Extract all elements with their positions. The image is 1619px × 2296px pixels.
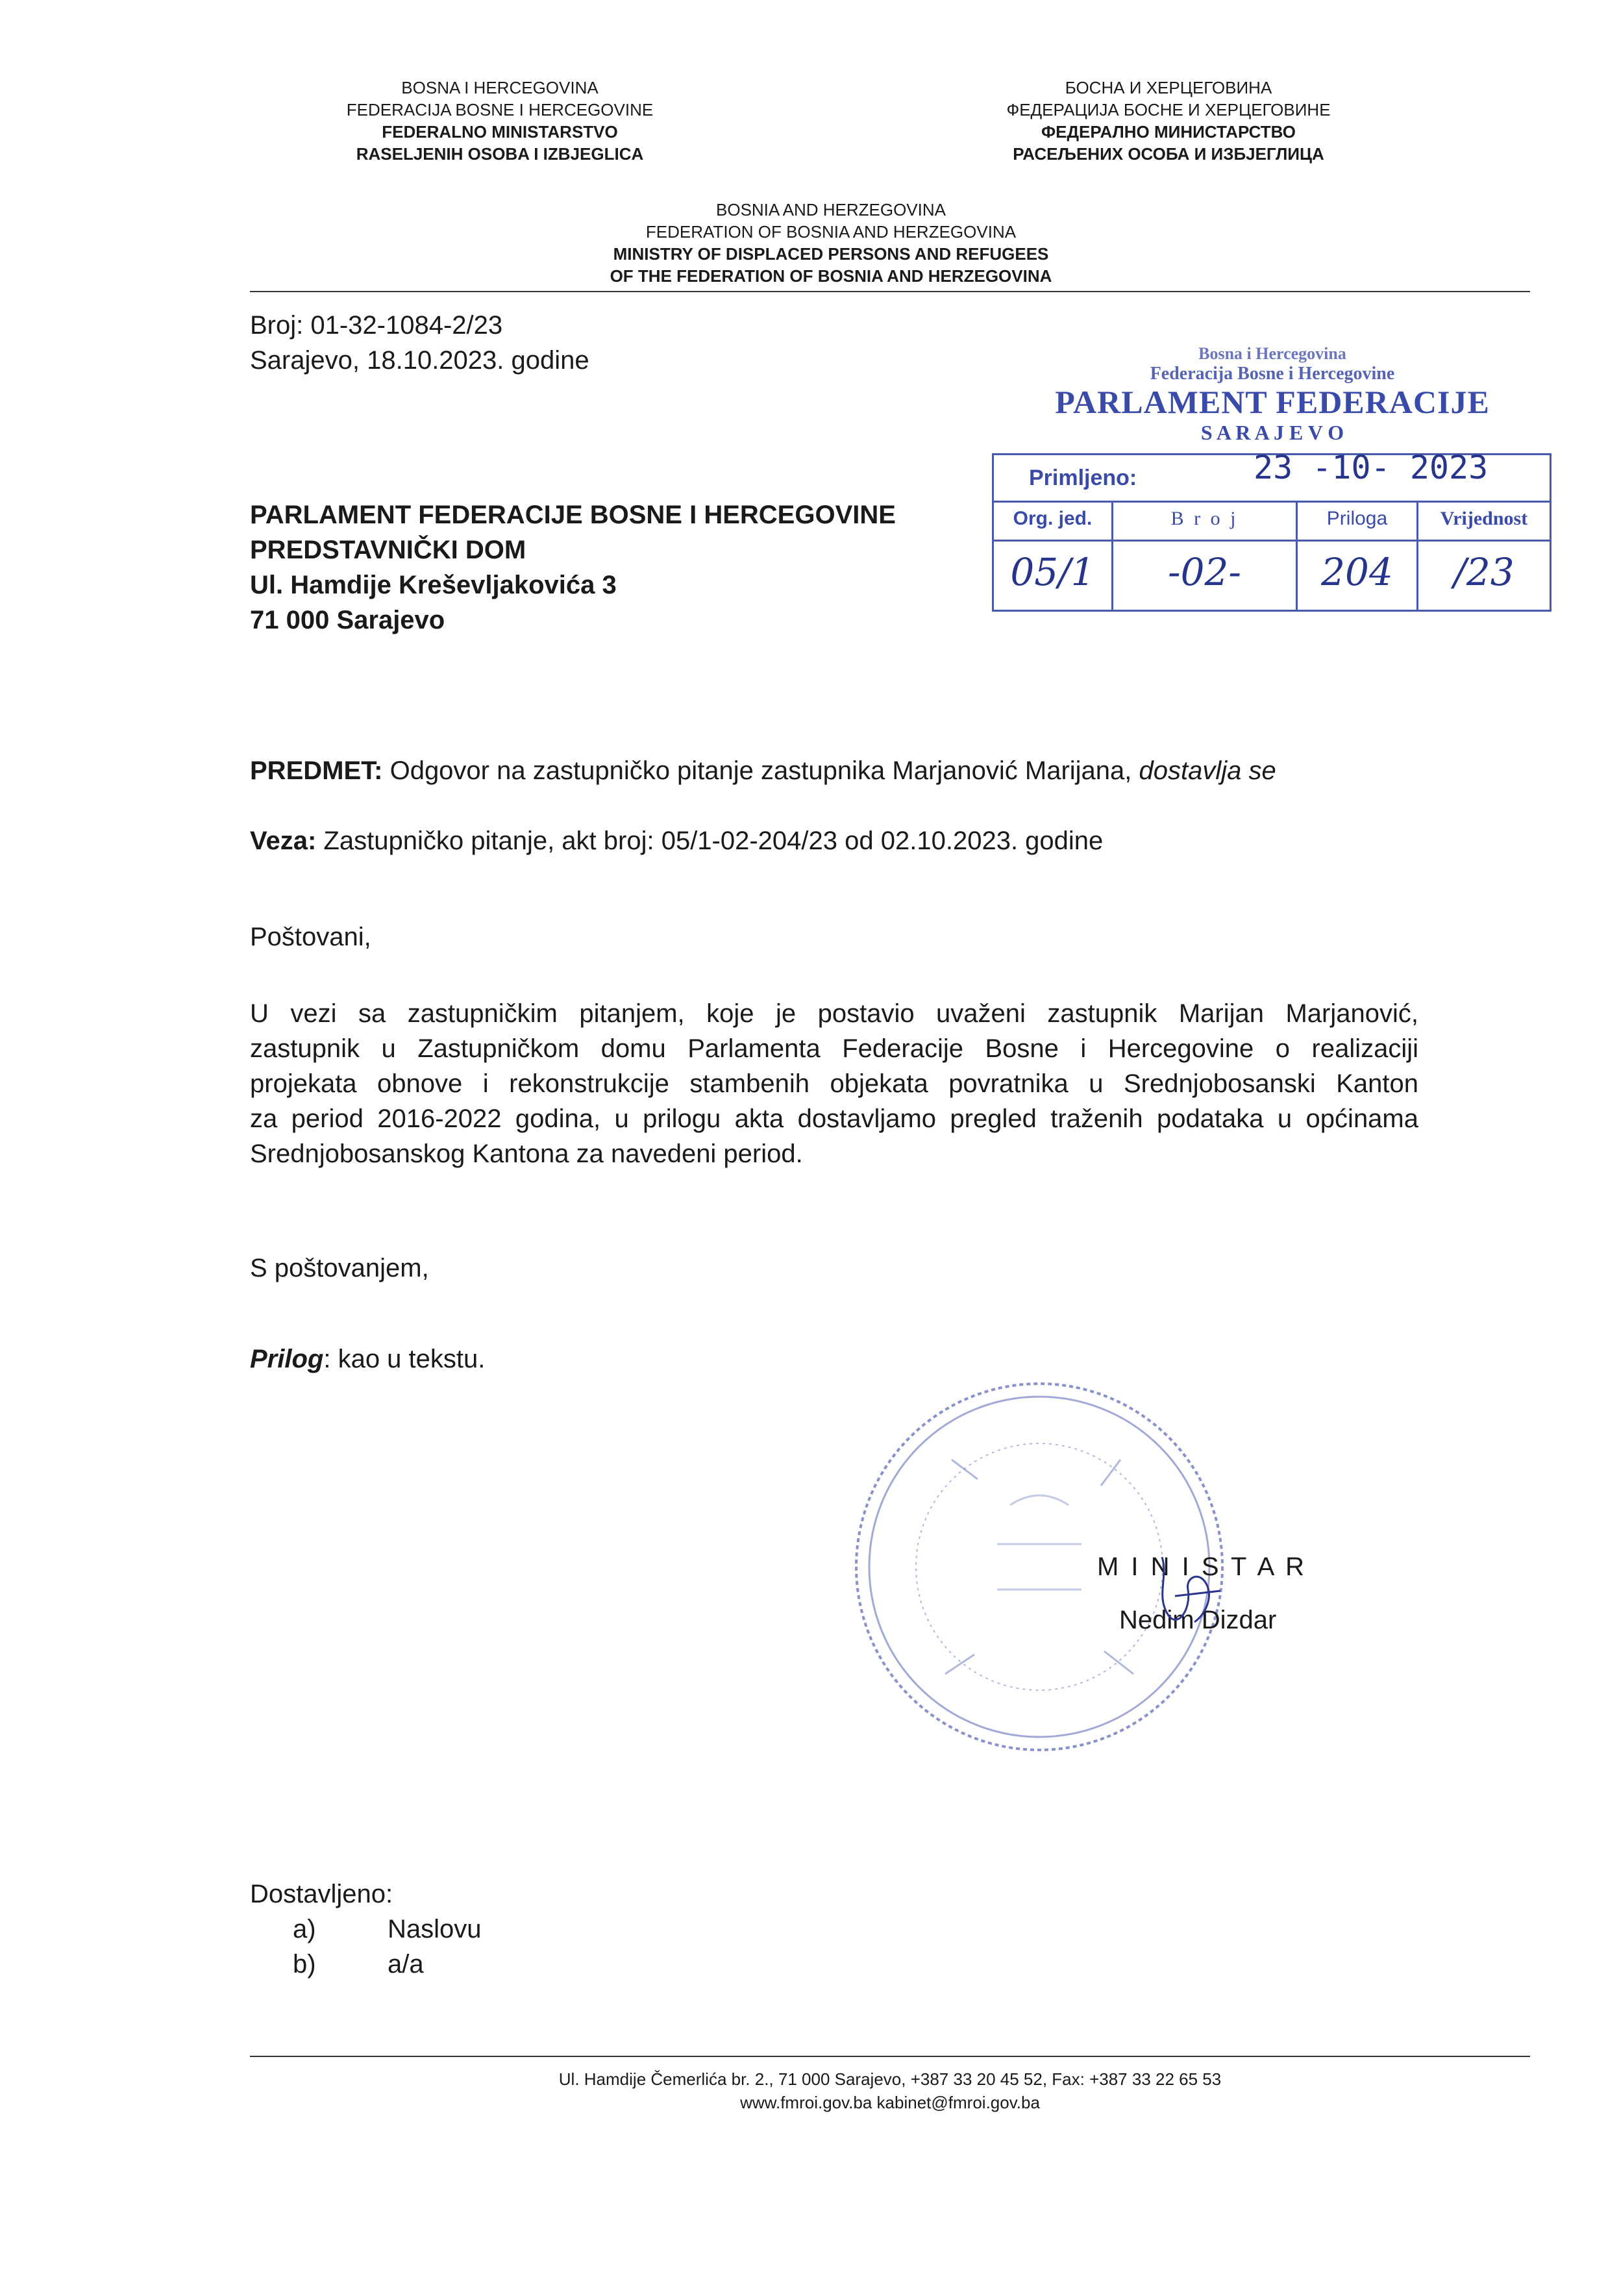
received-date: 23 -10- 2023 (1254, 449, 1489, 486)
header-center-line4: OF THE FEDERATION OF BOSNIA AND HERZEGOVINA (610, 266, 1052, 286)
header-center-line1: BOSNIA AND HERZEGOVINA (716, 200, 946, 219)
recipient-line3: Ul. Hamdije Kreševljakovića 3 (250, 571, 617, 599)
header-center (532, 199, 1130, 287)
subject-line (250, 753, 1276, 788)
col-label-broj: B r o j (1113, 501, 1298, 540)
col-value-priloga: 204 (1298, 540, 1418, 610)
header-right-line4: РАСЕЉЕНИХ ОСОБА И ИЗБЈЕГЛИЦА (1013, 144, 1324, 164)
receipt-stamp-line4: S A R A J E V O (1200, 421, 1344, 444)
footer-line1: Ul. Hamdije Čemerlića br. 2., 71 000 Sarajevo, +387 33 20 45 52, Fax: +387 33 22 65 53 (558, 2069, 1222, 2089)
delivered-item (250, 1947, 424, 1982)
receipt-stamp-value-row (994, 540, 1550, 610)
header-right (922, 77, 1415, 165)
header-right-line1: БОСНА И ХЕРЦЕГОВИНА (1065, 78, 1272, 97)
receipt-stamp-line2: Federacija Bosne i Hercegovine (1150, 364, 1395, 384)
header-left-line1: BOSNA I HERCEGOVINA (401, 78, 599, 97)
body-line: za period 2016-2022 godina, u prilogu akta dostavljamo pregled traženih podataka u općinama (250, 1104, 1418, 1133)
body-line: projekata obnove i rekonstrukcije stambenih objekata povratnika u Srednjobosanski Kanton (250, 1069, 1418, 1098)
body-paragraph (250, 996, 1418, 1171)
delivered-text: Naslovu (388, 1915, 482, 1943)
receipt-stamp-received-row (994, 449, 1550, 503)
recipient-block (250, 497, 896, 638)
salutation: Poštovani, (250, 923, 371, 951)
body-line: zastupnik u Zastupničkom domu Parlamenta Federacije Bosne i Hercegovine o realizaciji (250, 1034, 1418, 1063)
body-line: U vezi sa zastupničkim pitanjem, koje je postavio uvaženi zastupnik Marijan Marjanović, (250, 999, 1418, 1028)
header-divider (250, 291, 1530, 292)
body-line: Srednjobosanskog Kantona za navedeni period. (250, 1140, 803, 1168)
received-label: Primljeno: (1029, 466, 1137, 490)
col-value-org: 05/1 (994, 540, 1113, 610)
attachment-line (250, 1341, 485, 1377)
signature-title: M I N I S T A R (1097, 1553, 1307, 1581)
recipient-line2: PREDSTAVNIČKI DOM (250, 536, 526, 564)
col-label-priloga: Priloga (1298, 501, 1418, 540)
header-left-line4: RASELJENIH OSOBA I IZBJEGLICA (356, 144, 644, 164)
attachment-text: : kao u tekstu. (323, 1345, 486, 1373)
col-value-broj: -02- (1113, 540, 1298, 610)
footer (250, 2067, 1530, 2114)
header-center-line2: FEDERATION OF BOSNIA AND HERZEGOVINA (645, 222, 1017, 242)
header-left (260, 77, 740, 165)
receipt-stamp-table (992, 449, 1551, 612)
header-center-line3: MINISTRY OF DISPLACED PERSONS AND REFUGEES (613, 244, 1049, 264)
col-label-org: Org. jed. (994, 501, 1113, 540)
col-value-vrijednost: /23 (1453, 550, 1514, 594)
header-left-line3: FEDERALNO MINISTARSTVO (382, 122, 618, 142)
delivered-marker: b) (293, 1950, 316, 1978)
delivered-label: Dostavljeno: (250, 1880, 393, 1908)
link-line (250, 823, 1103, 858)
closing: S poštovanjem, (250, 1254, 429, 1282)
receipt-stamp-line1: Bosna i Hercegovina (1198, 344, 1346, 363)
header-left-line2: FEDERACIJA BOSNE I HERCEGOVINE (346, 100, 654, 119)
signature-name: Nedim Dizdar (1119, 1606, 1277, 1634)
link-text: Zastupničko pitanje, akt broj: 05/1-02-204/23 od 02.10.2023. godine (323, 827, 1104, 855)
delivered-text: a/a (388, 1950, 424, 1978)
subject-text: Odgovor na zastupničko pitanje zastupnika Marjanović Marijana, (389, 756, 1132, 785)
recipient-line4: 71 000 Sarajevo (250, 606, 445, 634)
reference-place-date: Sarajevo, 18.10.2023. godine (250, 346, 589, 375)
receipt-stamp-label-row (994, 501, 1550, 542)
reference-number: Broj: 01-32-1084-2/23 (250, 311, 503, 340)
delivered-marker: a) (293, 1915, 316, 1943)
handwritten-signature (1143, 1551, 1233, 1635)
subject-italic-tail: dostavlja se (1139, 756, 1276, 785)
recipient-line1: PARLAMENT FEDERACIJE BOSNE I HERCEGOVINE (250, 501, 896, 529)
header-right-line2: ФЕДЕРАЦИЈА БОСНЕ И ХЕРЦЕГОВИНЕ (1006, 100, 1331, 119)
attachment-label: Prilog (250, 1345, 324, 1373)
header-right-line3: ФЕДЕРАЛНО МИНИСТАРСТВО (1041, 122, 1296, 142)
delivered-block (250, 1877, 482, 1982)
link-label: Veza: (250, 827, 317, 855)
reference-block (250, 308, 589, 378)
footer-line2: www.fmroi.gov.ba kabinet@fmroi.gov.ba (740, 2093, 1040, 2112)
col-label-vrijednost: Vrijednost (1440, 508, 1528, 529)
receipt-stamp-header (1013, 344, 1532, 445)
delivered-item (250, 1912, 482, 1947)
footer-divider (250, 2056, 1530, 2057)
subject-label: PREDMET: (250, 756, 383, 785)
receipt-stamp-line3: PARLAMENT FEDERACIJE (1055, 384, 1490, 420)
